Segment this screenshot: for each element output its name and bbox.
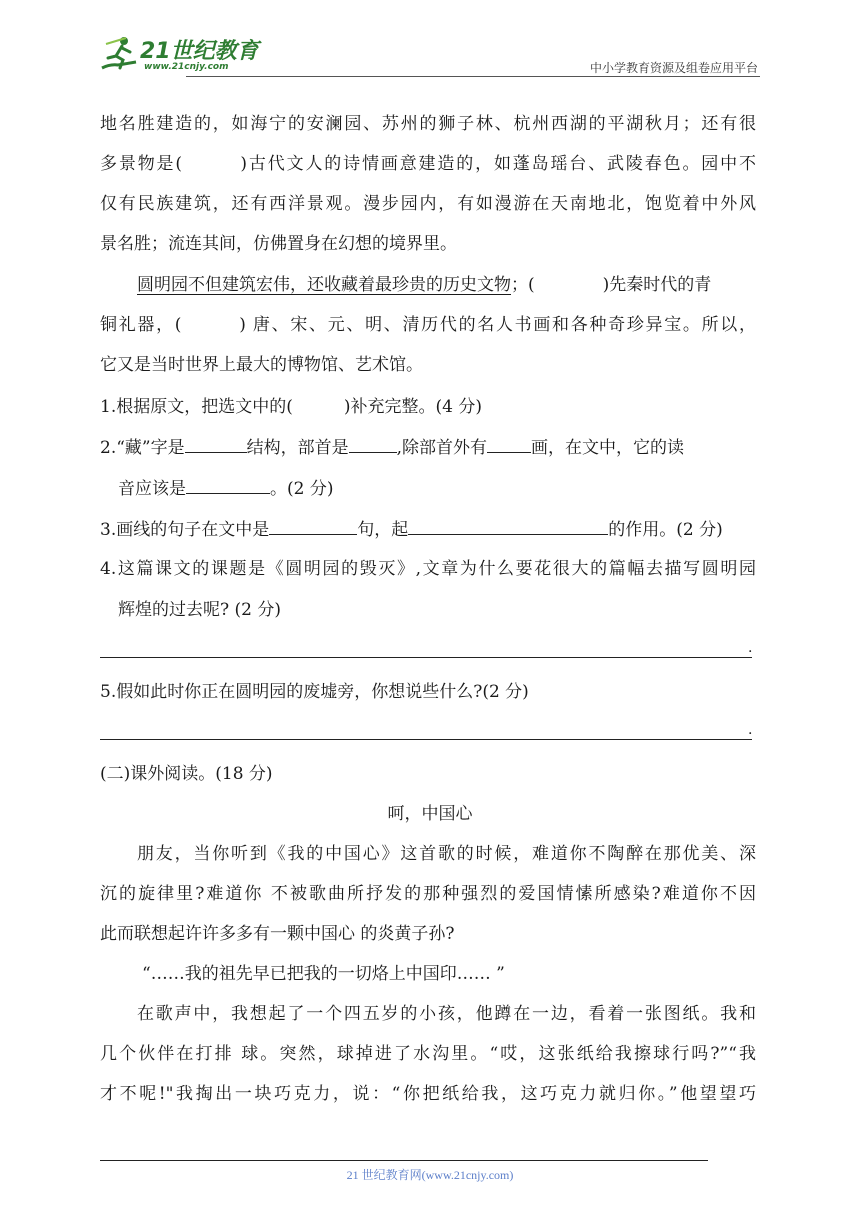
- page-header: [96, 30, 760, 78]
- logo-url: www.21cnjy.com: [144, 62, 229, 72]
- passage-line: 多景物是( )古代文人的诗情画意建造的，如蓬岛瑶台、武陵春色。园中不: [100, 154, 756, 174]
- answer-line[interactable]: [100, 657, 752, 658]
- question-4: 4.这篇课文的课题是《圆明园的毁灭》,文章为什么要花很大的篇幅去描写圆明园: [100, 559, 756, 579]
- underlined-sentence: 圆明园不但建筑宏伟，还收藏着最珍贵的历史文物: [137, 275, 511, 295]
- passage-line: 仅有民族建筑，还有西洋景观。漫步园内，有如漫游在天南地北，饱览着中外风: [100, 194, 756, 214]
- footer-text: 21 世纪教育网(www.21cnjy.com): [346, 1168, 514, 1182]
- passage-line: 它又是当时世界上最大的博物馆、艺术馆。: [100, 355, 423, 375]
- answer-blank[interactable]: [185, 435, 247, 453]
- article-line: 沉的旋律里?难道你 不被歌曲所抒发的那种强烈的爱国情愫所感染?难道你不因: [100, 884, 756, 904]
- article-line: 在歌声中，我想起了一个四五岁的小孩，他蹲在一边，看着一张图纸。我和: [137, 1004, 756, 1024]
- footer-divider: [100, 1160, 708, 1161]
- answer-blank[interactable]: [269, 517, 357, 535]
- question-text: 。(2 分): [270, 479, 334, 499]
- passage-line: [137, 273, 711, 297]
- answer-blank[interactable]: [349, 435, 397, 453]
- passage-text: ；( )先秦时代的青: [511, 275, 712, 295]
- answer-line[interactable]: [100, 739, 752, 740]
- line-end-dot: .: [748, 722, 753, 738]
- question-text: 画，在文中，它的读: [531, 438, 685, 458]
- question-5: 5.假如此时你正在圆明园的废墟旁，你想说些什么?(2 分): [100, 682, 529, 702]
- line-end-dot: .: [748, 640, 753, 656]
- question-text: 2.“藏”字是: [100, 438, 185, 458]
- answer-blank[interactable]: [186, 476, 270, 494]
- question-3: [100, 517, 723, 542]
- article-quote: “……我的祖先早已把我的一切烙上中国印…… ”: [142, 964, 505, 984]
- question-text: ,除部首外有: [396, 438, 488, 458]
- question-2-cont: [118, 476, 333, 501]
- article-line: 几个伙伴在打排 球。突然，球掉进了水沟里。“哎，这张纸给我擦球行吗?”“我: [100, 1044, 756, 1064]
- article-title: 呵，中国心: [387, 804, 473, 824]
- answer-blank[interactable]: [487, 435, 531, 453]
- question-4-cont: 辉煌的过去呢? (2 分): [118, 600, 282, 620]
- question-text: 结构，部首是: [246, 438, 349, 458]
- question-text: 句，起: [357, 520, 409, 540]
- question-2: [100, 435, 684, 460]
- passage-line: 铜礼器，( ) 唐、宋、元、明、清历代的名人书画和各种奇珍异宝。所以，: [100, 315, 756, 335]
- question-text: 音应该是: [118, 479, 186, 499]
- passage-line: 景名胜；流连其间，仿佛置身在幻想的境界里。: [100, 234, 457, 254]
- site-logo: [96, 34, 266, 74]
- logo-title: 21世纪教育: [140, 39, 259, 64]
- question-text: 3.画线的句子在文中是: [100, 520, 270, 540]
- passage-line: 地名胜建造的，如海宁的安澜园、苏州的狮子林、杭州西湖的平湖秋月；还有很: [100, 114, 756, 134]
- runner-icon: [96, 34, 140, 74]
- header-divider: [186, 76, 760, 77]
- answer-blank[interactable]: [408, 517, 608, 535]
- article-line: 朋友，当你听到《我的中国心》这首歌的时候，难道你不陶醉在那优美、深: [137, 844, 756, 864]
- article-line: 此而联想起许许多多有一颗中国心 的炎黄子孙?: [100, 924, 455, 944]
- question-text: 的作用。(2 分): [608, 520, 723, 540]
- question-1: 1.根据原文，把选文中的( )补充完整。(4 分): [100, 397, 482, 417]
- platform-label: 中小学教育资源及组卷应用平台: [589, 61, 758, 75]
- article-line: 才不呢!"我掏出一块巧克力，说：“你把纸给我，这巧克力就归你。”他望望巧: [100, 1084, 756, 1104]
- section-heading: (二)课外阅读。(18 分): [100, 764, 273, 784]
